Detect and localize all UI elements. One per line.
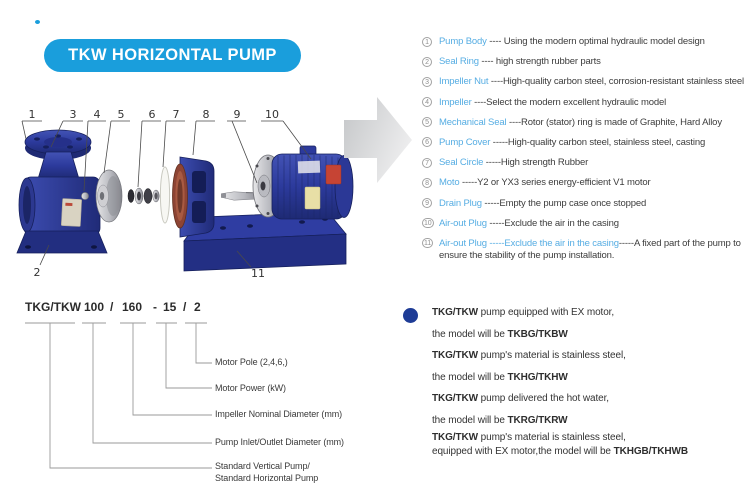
part-list-item [422, 97, 756, 109]
callout-number: 6 [148, 108, 156, 121]
variant-condition: TKG/TKW pump delivered the hot water, [432, 393, 609, 404]
part-description: ----Select the modern excellent hydraulic model [471, 96, 667, 108]
part-description: -----Exclude the air in the casing [486, 217, 619, 229]
part-name: Pump Body [439, 36, 487, 47]
variant-result: the model will be TKBG/TKBW [432, 328, 568, 340]
variant-result: the model will be TKHG/TKHW [432, 371, 568, 383]
circled-number: 6 [422, 137, 432, 147]
motor-shape [253, 146, 353, 219]
callout-number: 2 [33, 266, 41, 279]
model-variants [432, 307, 752, 460]
part-name: Seal Ring [439, 56, 479, 68]
part-name: Drain Plug [439, 197, 482, 209]
model-label-pump-type [215, 460, 318, 484]
circled-number: 4 [422, 97, 432, 107]
bullet-dot [403, 308, 418, 323]
circled-number: 2 [422, 57, 432, 67]
part-name: Seal Circle [439, 157, 484, 169]
callout-number: 1 [28, 108, 36, 121]
part-name: Air-out Plug [439, 237, 487, 249]
model-segment: 15 [163, 300, 177, 314]
callout-number: 11 [251, 267, 265, 280]
part-list-item [422, 36, 756, 48]
variant-result: equipped with EX motor,the model will be TKHGB/TKHWB [432, 445, 689, 457]
model-label-inlet-outlet: Pump Inlet/Outlet Diameter (mm) [215, 437, 344, 447]
part-description: -----High-quality carbon steel, stainless steel, casting [490, 136, 706, 148]
model-label-impeller-diameter: Impeller Nominal Diameter (mm) [215, 409, 343, 419]
part-description: -----High strength Rubber [483, 157, 589, 169]
circled-number: 10 [424, 220, 432, 228]
variant-condition: TKG/TKW pump's material is stainless steel, [432, 431, 626, 443]
model-label-motor-pole: Motor Pole (2,4,6,) [215, 357, 288, 367]
part-list-item [422, 157, 756, 169]
model-segment: 2 [194, 300, 201, 314]
part-list-item [422, 76, 756, 88]
circled-number: 11 [424, 240, 431, 248]
model-label-pump-type-line1: Standard Vertical Pump/ [215, 461, 310, 471]
part-name: Air-out Plug [439, 217, 487, 229]
part-list-item [422, 117, 756, 129]
part-description: ----High-quality carbon steel, corrosion-resistant stainless steel [488, 76, 744, 88]
circled-number: 3 [422, 77, 432, 87]
part-description: ----Rotor (stator) ring is made of Graphite, Hard Alloy [506, 116, 722, 128]
circled-number: 5 [422, 117, 432, 127]
circled-number: 1 [422, 37, 432, 47]
pump-exploded-diagram [10, 95, 375, 290]
part-description: ---- Using the modern optimal hydraulic model design [486, 36, 705, 47]
decorative-dot [35, 20, 40, 24]
pump-cover-shape [173, 157, 215, 237]
callout-number: 8 [202, 108, 210, 121]
part-list-item [422, 177, 756, 189]
callout-number: 7 [172, 108, 180, 121]
part-list-item [422, 238, 756, 262]
mechanical-seal-shape [128, 188, 159, 204]
callout-number: 3 [69, 108, 77, 121]
part-list-item [422, 137, 756, 149]
parts-list [422, 36, 756, 270]
part-name: Impeller Nut [439, 76, 489, 88]
page-title: TKW HORIZONTAL PUMP [68, 46, 277, 64]
model-segment: 100 [84, 300, 105, 314]
model-separator: - [153, 300, 157, 314]
model-label-motor-power: Motor Power (kW) [215, 383, 286, 393]
variant-condition: TKG/TKW pump's material is stainless steel, [432, 350, 626, 361]
callout-number: 5 [117, 108, 125, 121]
model-segment: 160 [122, 300, 143, 314]
model-label-pump-type-line2: Standard Horizontal Pump [215, 473, 319, 483]
callout-number: 9 [233, 108, 241, 121]
seal-circle-shape [160, 167, 169, 223]
variant-result: the model will be TKRG/TKRW [432, 414, 568, 426]
part-description: -----Empty the pump case once stopped [481, 197, 647, 209]
part-list-item [422, 218, 756, 230]
part-description: -----A fixed part of the pump to ensure the stability of the pump installation. [439, 237, 741, 261]
pump-body-shape [17, 130, 107, 253]
part-name: Impeller [439, 96, 472, 108]
part-name: Mechanical Seal [439, 116, 507, 128]
callout-number: 10 [265, 108, 279, 121]
part-description: -----Y2 or YX3 series energy-efficient V1 motor [459, 177, 651, 189]
part-name: Moto [439, 177, 460, 189]
variant-condition: TKG/TKW pump equipped with EX motor, [432, 307, 615, 318]
part-list-item [422, 198, 756, 210]
part-name: Pump Cover [439, 136, 491, 148]
model-separator: / [183, 300, 187, 314]
part-description-blue: -----Exclude the air in the casing [486, 237, 619, 249]
part-list-item [422, 56, 756, 68]
circled-number: 7 [422, 158, 432, 168]
circled-number: 9 [422, 198, 432, 208]
part-description: ---- high strength rubber parts [478, 56, 601, 68]
circled-number: 8 [422, 178, 432, 188]
model-separator: / [110, 300, 114, 314]
right-arrow-icon [340, 92, 420, 192]
page-title-banner [44, 39, 301, 72]
model-series: TKG/TKW [25, 300, 81, 314]
callout-number: 4 [93, 108, 101, 121]
